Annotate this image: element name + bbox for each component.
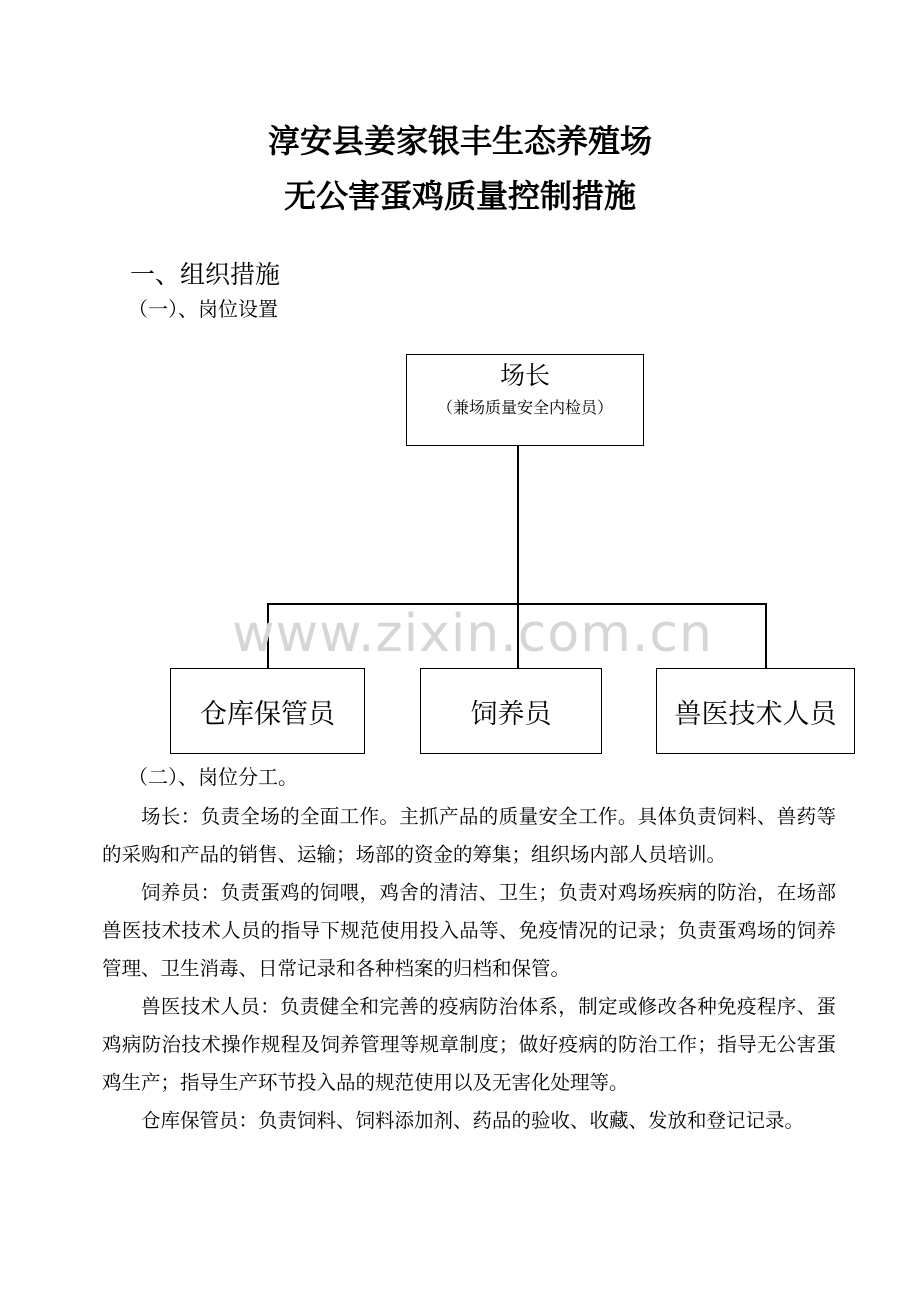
org-box-warehouse-keeper: 仓库保管员	[170, 668, 365, 754]
document-title-line1: 淳安县姜家银丰生态养殖场	[267, 122, 652, 160]
duty-paragraph-veterinary: 兽医技术人员：负责健全和完善的疫病防治体系，制定或修改各种免疫程序、蛋鸡病防治技术操作规程及饲养管理等规章制度；做好疫病的防治工作；指导无公害蛋鸡生产；指导生产环节投入品的规范使用以及无害化处理等。	[102, 995, 836, 1094]
document-title-line2: 无公害蛋鸡质量控制措施	[283, 177, 636, 215]
duty-paragraph-warehouse: 仓库保管员：负责饲料、饲料添加剂、药品的验收、收藏、发放和登记记录。	[141, 1109, 805, 1132]
org-box-breeder: 饲养员	[420, 668, 602, 754]
duty-paragraph-director: 场长：负责全场的全面工作。主抓产品的质量安全工作。具体负责饲料、兽药等的采购和产品的销售、运输；场部的资金的筹集；组织场内部人员培训。	[102, 805, 836, 866]
section-heading-organization: 一、组织措施	[130, 260, 281, 289]
subheading-duty-division: （二）、岗位分工。	[128, 765, 298, 789]
farm-director-title: 场长	[499, 361, 550, 390]
farm-director-note: （兼场质量安全内检员）	[436, 398, 613, 417]
watermark-text: www.zixin.com.cn	[232, 604, 713, 664]
org-connector-right	[765, 603, 767, 668]
duty-paragraph-breeder: 饲养员：负责蛋鸡的饲喂，鸡舍的清洁、卫生；负责对鸡场疾病的防治，在场部兽医技术技术人员的指导下规范使用投入品等、免疫情况的记录；负责蛋鸡场的饲养管理、卫生消毒、日常记录和各种档案的归档和保管。	[102, 881, 836, 980]
org-box-veterinary-staff: 兽医技术人员	[656, 668, 855, 754]
org-connector-vertical-main	[517, 446, 519, 604]
org-box-farm-director	[406, 354, 644, 446]
subheading-post-setup: （一）、岗位设置	[128, 297, 278, 321]
